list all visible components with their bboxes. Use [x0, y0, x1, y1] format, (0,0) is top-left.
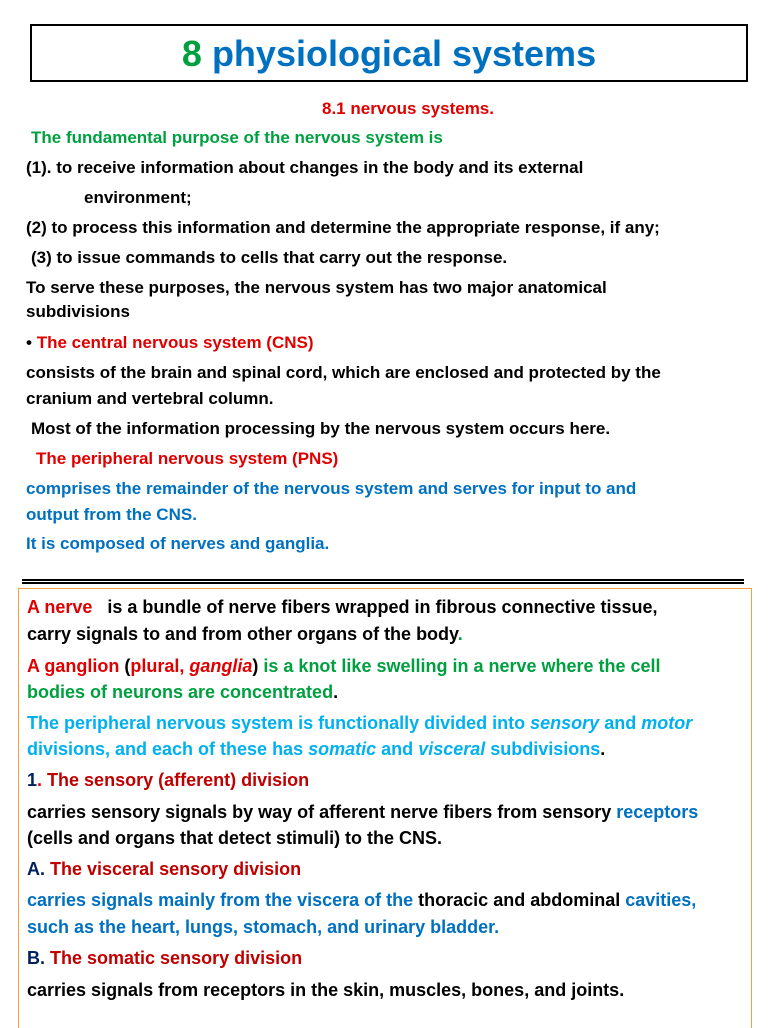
visceral-text-a2: thoracic and abdominal: [418, 890, 621, 910]
plural-label: plural,: [130, 656, 185, 676]
item-1-line-a: (1). to receive information about changes in the body and its external: [26, 158, 584, 177]
purpose-intro: The fundamental purpose of the nervous system is: [31, 128, 443, 147]
cns-line-b: cranium and vertebral column.: [26, 389, 274, 408]
page-title: [182, 33, 596, 74]
ganglion-def-b: bodies of neurons are concentrated: [27, 682, 334, 702]
ganglion-term: A ganglion: [27, 656, 120, 676]
somatic-word: somatic: [308, 739, 377, 759]
paren-close: ): [252, 656, 259, 676]
divider: [22, 579, 744, 584]
item-number-dot: .: [37, 770, 43, 790]
cns-heading-line: [26, 330, 746, 356]
visceral-line-a: [27, 887, 743, 914]
cns-heading: The central nervous system (CNS): [36, 333, 314, 352]
item-3: (3) to issue commands to cells that carry out the response.: [31, 248, 508, 267]
item-2: (2) to process this information and determine the appropriate response, if any;: [26, 218, 660, 237]
ganglion-period: .: [333, 682, 339, 702]
sensory-line-b: (cells and organs that detect stimuli) to the CNS.: [27, 828, 443, 848]
visceral-heading-line: [27, 856, 743, 883]
nerve-line-a: [27, 594, 743, 621]
sensory-text-a: carries sensory signals by way of afferent nerve fibers from sensory: [27, 802, 612, 822]
ganglia-word: ganglia: [189, 656, 253, 676]
nerve-term: A nerve: [27, 597, 93, 617]
and-word-1: and: [604, 713, 637, 733]
letter-a: A.: [27, 859, 45, 879]
serve-line-b: subdivisions: [26, 302, 130, 321]
somatic-heading: The somatic sensory division: [50, 948, 303, 968]
somatic-line-a: carries signals from receptors in the skin, muscles, bones, and joints.: [27, 980, 625, 1000]
cns-line-c: Most of the information processing by the nervous system occurs here.: [31, 419, 611, 438]
pns-division-line-b: [27, 736, 743, 763]
ganglion-line-b: [27, 679, 743, 706]
title-text: physiological systems: [211, 33, 597, 74]
serve-line-a: To serve these purposes, the nervous system has two major anatomical: [26, 278, 607, 297]
and-word-2: and: [381, 739, 414, 759]
nerve-def-b: carry signals to and from other organs of the body: [27, 624, 458, 644]
motor-word: motor: [641, 713, 693, 733]
nerve-line-b: [27, 621, 743, 648]
pns-division-line-a: [27, 710, 743, 737]
visceral-heading: The visceral sensory division: [50, 859, 302, 879]
visceral-word: visceral: [418, 739, 486, 759]
title-box: [30, 24, 748, 82]
section-heading: 8.1 nervous systems.: [322, 99, 494, 118]
pns-div-text: The peripheral nervous system is functionally divided into: [27, 713, 526, 733]
visceral-text-a1: carries signals mainly from the viscera of the: [27, 890, 414, 910]
visceral-text-a3: cavities,: [625, 890, 697, 910]
receptors-word: receptors: [616, 802, 699, 822]
title-number: 8: [181, 33, 202, 74]
ganglion-line-a: [27, 653, 743, 680]
pns-line-c: It is composed of nerves and ganglia.: [26, 534, 330, 553]
paren-open: (: [124, 656, 131, 676]
ganglion-def-a: is a knot like swelling in a nerve where the cell: [263, 656, 661, 676]
somatic-heading-line: [27, 945, 743, 972]
letter-b: B.: [27, 948, 45, 968]
subdivisions-period: .: [600, 739, 606, 759]
item-number-1: 1: [27, 770, 38, 790]
cns-line-a: consists of the brain and spinal cord, which are enclosed and protected by the: [26, 363, 661, 382]
sensory-heading: The sensory (afferent) division: [47, 770, 310, 790]
pns-line-a: comprises the remainder of the nervous system and serves for input to and: [26, 479, 637, 498]
pns-line-b: output from the CNS.: [26, 505, 197, 524]
bullet: •: [26, 333, 32, 352]
divisions-text: divisions, and each of these has: [27, 739, 304, 759]
sensory-word: sensory: [530, 713, 600, 733]
item-1-line-b: environment;: [84, 188, 192, 207]
pns-heading: The peripheral nervous system (PNS): [36, 449, 339, 468]
nerve-period: .: [457, 624, 463, 644]
sensory-heading-line: [27, 767, 743, 794]
subdivisions-word: subdivisions: [490, 739, 601, 759]
sensory-line-a: [27, 799, 743, 826]
definitions-box: [18, 588, 752, 1028]
visceral-line-b: such as the heart, lungs, stomach, and urinary bladder.: [27, 917, 500, 937]
nerve-def-a: is a bundle of nerve fibers wrapped in fibrous connective tissue,: [107, 597, 658, 617]
